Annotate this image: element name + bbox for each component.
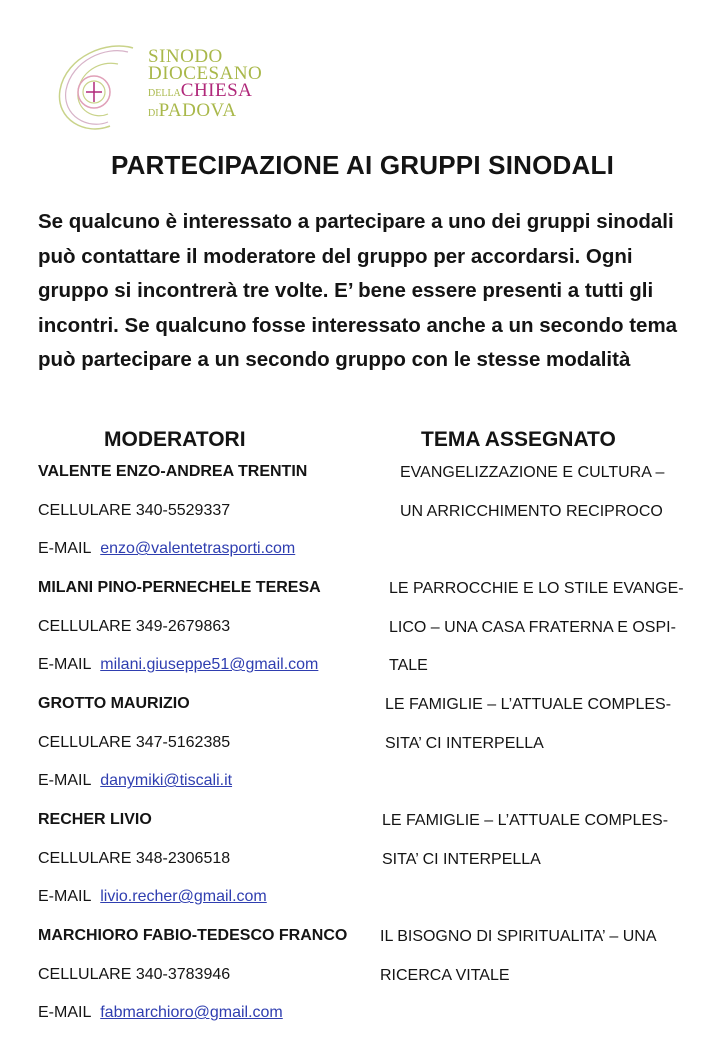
email-label: E-MAIL: [38, 888, 92, 906]
logo-chiesa: CHIESA: [180, 80, 253, 101]
moderator-email-row: [38, 540, 295, 558]
moderator-email-row: [38, 1004, 283, 1022]
theme-line: TALE: [389, 657, 428, 675]
moderator-phone: CELLULARE 340-5529337: [38, 501, 231, 519]
moderator-names: MARCHIORO FABIO-TEDESCO FRANCO: [38, 927, 348, 944]
moderator-email-row: [38, 772, 232, 790]
email-link[interactable]: milani.giuseppe51@gmail.com: [100, 656, 319, 674]
logo-small-della: DELLA: [148, 88, 181, 99]
email-label: E-MAIL: [38, 656, 92, 674]
theme-line: UN ARRICCHIMENTO RECIPROCO: [400, 502, 663, 520]
theme-line: LE FAMIGLIE – L’ATTUALE COMPLES-: [382, 812, 669, 829]
theme-line: RICERCA VITALE: [380, 966, 510, 984]
theme-line: LICO – UNA CASA FRATERNA E OSPI-: [389, 618, 676, 636]
logo-small-di: DI: [148, 108, 159, 119]
email-link[interactable]: fabmarchioro@gmail.com: [100, 1004, 283, 1022]
logo-line-1: SINODO: [148, 46, 223, 67]
moderator-email-row: [38, 656, 318, 674]
theme-header: TEMA ASSEGNATO: [421, 428, 616, 451]
email-label: E-MAIL: [38, 772, 92, 790]
moderator-names: VALENTE ENZO-ANDREA TRENTIN: [38, 463, 308, 480]
theme-line: EVANGELIZZAZIONE E CULTURA –: [400, 464, 665, 481]
logo-padova: PADOVA: [158, 100, 237, 121]
intro-paragraph: Se qualcuno è interessato a partecipare a uno dei gruppi sinodali può contattare il moderatore del gruppo per accordarsi. Ogni gruppo si incontrerà tre volte. E’ bene essere presenti a tutti gli incontri. Se qualcuno fosse interessato anche a un secondo tema può partecipare a un secondo gruppo con le stesse modalità: [38, 210, 678, 371]
moderator-names: MILANI PINO-PERNECHELE TERESA: [38, 579, 321, 596]
page-title: PARTECIPAZIONE AI GRUPPI SINODALI: [110, 150, 615, 180]
logo-line-4: [148, 102, 262, 122]
theme-line: LE PARROCCHIE E LO STILE EVANGE-: [389, 580, 684, 597]
email-link[interactable]: livio.recher@gmail.com: [100, 888, 267, 906]
theme-line: IL BISOGNO DI SPIRITUALITA’ – UNA: [380, 928, 657, 945]
moderator-phone: CELLULARE 349-2679863: [38, 617, 231, 635]
theme-line: SITA’ CI INTERPELLA: [382, 850, 541, 868]
moderator-email-row: [38, 888, 267, 906]
moderator-phone: CELLULARE 340-3783946: [38, 965, 231, 983]
synod-emblem-icon: [48, 38, 148, 138]
moderator-names: GROTTO MAURIZIO: [38, 695, 190, 712]
logo-line-2: DIOCESANO: [148, 63, 263, 84]
email-link[interactable]: danymiki@tiscali.it: [100, 772, 233, 790]
moderators-header: MODERATORI: [104, 428, 246, 451]
email-label: E-MAIL: [38, 540, 92, 558]
email-label: E-MAIL: [38, 1004, 92, 1022]
email-link[interactable]: enzo@valentetrasporti.com: [100, 540, 296, 558]
theme-line: LE FAMIGLIE – L’ATTUALE COMPLES-: [385, 696, 672, 713]
theme-line: SITA’ CI INTERPELLA: [385, 734, 544, 752]
diocesan-synod-logo: [48, 38, 288, 138]
logo-line-3: [148, 82, 262, 102]
moderator-names: RECHER LIVIO: [38, 811, 152, 828]
moderator-phone: CELLULARE 347-5162385: [38, 733, 231, 751]
moderator-phone: CELLULARE 348-2306518: [38, 849, 231, 867]
